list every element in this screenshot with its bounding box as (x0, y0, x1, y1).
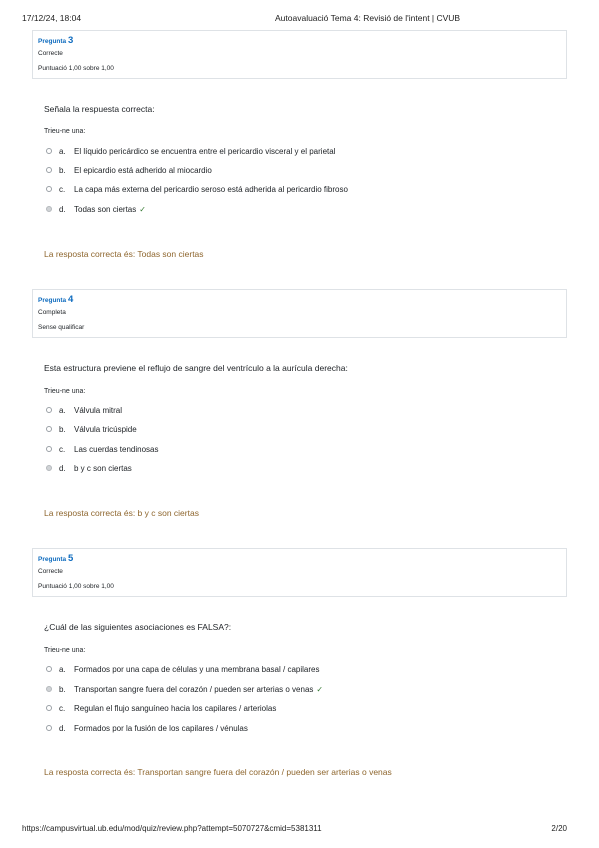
question-text: ¿Cuál de las siguientes asociaciones es FALSA?: (44, 622, 232, 632)
question-grade: Puntuació 1,00 sobre 1,00 (38, 583, 114, 590)
print-datetime: 17/12/24, 18:04 (22, 13, 82, 23)
question-state: Completa (38, 309, 66, 316)
answer-text: Regulan el flujo sanguíneo hacia los capilares / arteriolas (74, 703, 277, 713)
answer-letter: d. (59, 463, 66, 473)
radio-icon[interactable] (46, 446, 52, 452)
question-number: Pregunta 5 (38, 553, 74, 564)
answer-letter: d. (59, 204, 66, 214)
question-state: Correcte (38, 568, 63, 575)
answer-letter: c. (59, 184, 66, 194)
answer-text: Transportan sangre fuera del corazón / pueden ser arterias o venas (74, 684, 314, 694)
answer-text: El líquido pericárdico se encuentra entre el pericardio visceral y el parietal (74, 146, 336, 156)
question-grade: Puntuació 1,00 sobre 1,00 (38, 65, 114, 72)
answer-prompt: Trieu-ne una: (44, 388, 86, 395)
answer-text: Todas son ciertas (74, 204, 137, 214)
radio-icon[interactable] (46, 686, 52, 692)
radio-icon[interactable] (46, 666, 52, 672)
document-title: Autoavaluació Tema 4: Revisió de l'intent | CVUB (275, 13, 461, 23)
page-url: https://campusvirtual.ub.edu/mod/quiz/review.php?attempt=5070727&cmid=5381311 (22, 824, 322, 833)
answer-option-b[interactable] (46, 163, 212, 177)
answer-text: Las cuerdas tendinosas (74, 444, 159, 454)
question-info-3 (32, 30, 567, 79)
radio-icon[interactable] (46, 186, 52, 192)
radio-icon[interactable] (46, 426, 52, 432)
answer-letter: a. (59, 146, 66, 156)
right-answer-feedback: La resposta correcta és: Transportan sangre fuera del corazón / pueden ser arterias o venas (44, 767, 392, 777)
answer-letter: d. (59, 723, 66, 733)
answer-prompt: Trieu-ne una: (44, 128, 86, 135)
answer-option-d[interactable] (46, 461, 132, 475)
answer-option-a[interactable] (46, 144, 335, 158)
answer-text: b y c son ciertas (74, 463, 132, 473)
answer-text: La capa más externa del pericardio seroso está adherida al pericardio fibroso (74, 184, 348, 194)
page-number: 2/20 (551, 824, 567, 833)
pdf-header (22, 13, 577, 25)
answer-option-c[interactable] (46, 442, 159, 456)
radio-icon[interactable] (46, 407, 52, 413)
answer-prompt: Trieu-ne una: (44, 647, 86, 654)
check-icon: ✓ (316, 684, 324, 694)
radio-icon[interactable] (46, 148, 52, 154)
radio-icon[interactable] (46, 725, 52, 731)
radio-icon[interactable] (46, 465, 52, 471)
answer-letter: b. (59, 684, 66, 694)
answer-option-b[interactable] (46, 422, 137, 436)
radio-icon[interactable] (46, 206, 52, 212)
answer-letter: c. (59, 703, 66, 713)
answer-text: Válvula tricúspide (74, 424, 137, 434)
answer-text: El epicardio está adherido al miocardio (74, 165, 212, 175)
question-number: Pregunta 3 (38, 35, 74, 46)
radio-icon[interactable] (46, 167, 52, 173)
radio-icon[interactable] (46, 705, 52, 711)
answer-letter: b. (59, 424, 66, 434)
right-answer-feedback: La resposta correcta és: b y c son ciertas (44, 508, 199, 518)
pdf-footer (22, 824, 577, 836)
question-number: Pregunta 4 (38, 294, 74, 305)
question-grade: Sense qualificar (38, 324, 85, 331)
answer-letter: a. (59, 664, 66, 674)
question-text: Esta estructura previene el reflujo de sangre del ventrículo a la aurícula derecha: (44, 363, 348, 373)
question-info-5 (32, 548, 567, 597)
answer-text: Válvula mitral (74, 405, 123, 415)
answer-option-c[interactable] (46, 182, 348, 196)
question-text: Señala la respuesta correcta: (44, 104, 155, 114)
answer-option-d[interactable] (46, 202, 146, 216)
right-answer-feedback: La resposta correcta és: Todas son ciertas (44, 249, 204, 259)
answer-text: Formados por una capa de células y una membrana basal / capilares (74, 664, 320, 674)
answer-text: Formados por la fusión de los capilares / vénulas (74, 723, 248, 733)
answer-option-a[interactable] (46, 403, 122, 417)
answer-option-d[interactable] (46, 721, 248, 735)
question-info-4 (32, 289, 567, 338)
answer-option-b[interactable] (46, 682, 323, 696)
answer-letter: b. (59, 165, 66, 175)
question-state: Correcte (38, 50, 63, 57)
check-icon: ✓ (139, 204, 146, 214)
answer-option-a[interactable] (46, 662, 319, 676)
answer-option-c[interactable] (46, 701, 276, 715)
answer-letter: c. (59, 444, 66, 454)
answer-letter: a. (59, 405, 66, 415)
